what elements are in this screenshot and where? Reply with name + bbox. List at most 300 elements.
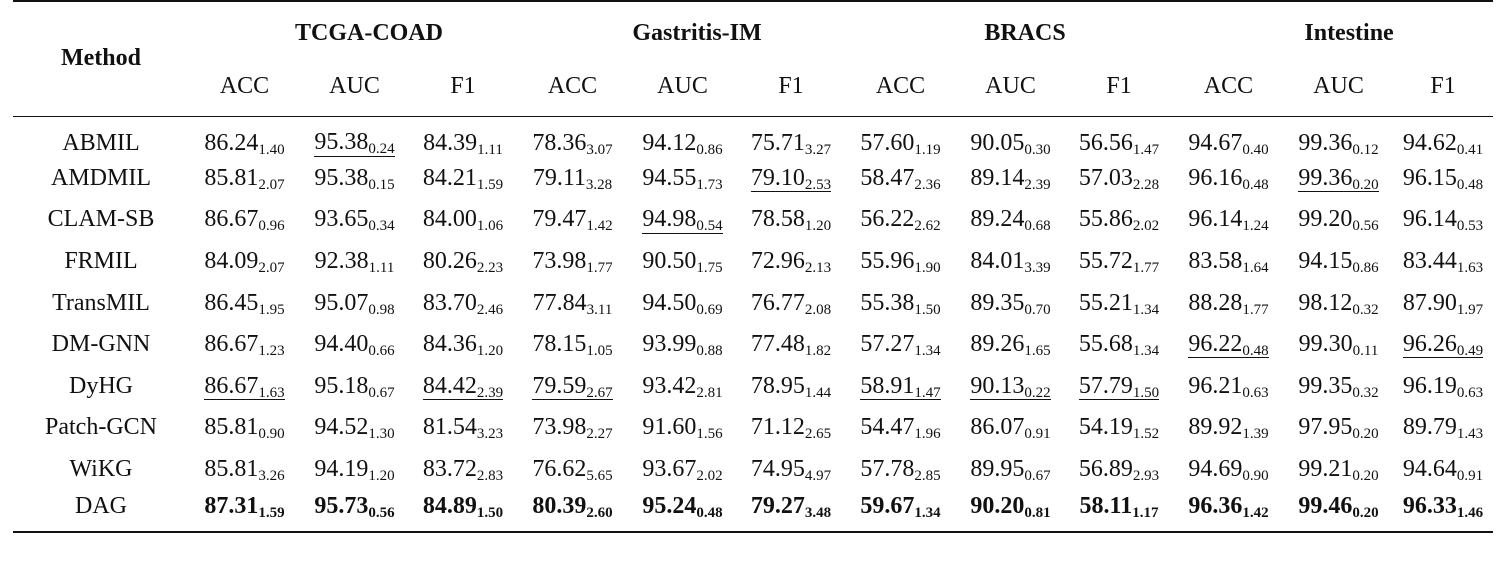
- table-row: [13, 158, 1493, 200]
- score-std: 1.05: [586, 343, 613, 360]
- score-mean: 99.35: [1298, 372, 1353, 399]
- score-mean: 83.72: [422, 456, 477, 483]
- score-std: 0.90: [258, 426, 285, 443]
- score-value: [314, 165, 394, 192]
- score-cell: [956, 199, 1065, 241]
- score-cell: [956, 449, 1065, 491]
- score-cell: [1284, 490, 1393, 532]
- score-cell: [1173, 449, 1284, 491]
- score-mean: 84.42: [422, 372, 477, 399]
- score-std: 0.32: [1352, 384, 1379, 401]
- score-cell: [409, 116, 517, 158]
- score-mean: 94.67: [1188, 129, 1243, 156]
- score-mean: 84.36: [422, 331, 477, 358]
- best-score: [532, 493, 612, 520]
- score-value: [314, 373, 394, 400]
- score-value: [314, 456, 394, 483]
- score-mean: 89.35: [970, 289, 1025, 316]
- score-std: 0.81: [1024, 505, 1051, 522]
- score-std: 0.69: [696, 301, 723, 318]
- score-cell: [1393, 366, 1493, 408]
- score-mean: 94.55: [642, 164, 697, 191]
- score-cell: [628, 490, 737, 532]
- score-mean: 96.14: [1188, 206, 1243, 233]
- score-value: [315, 248, 395, 275]
- score-cell: [1284, 449, 1393, 491]
- score-mean: 56.56: [1078, 129, 1133, 156]
- score-cell: [1284, 407, 1393, 449]
- score-std: 1.34: [914, 343, 941, 360]
- score-value: [1079, 248, 1159, 275]
- method-name: AMDMIL: [51, 164, 151, 191]
- score-cell: [1065, 449, 1173, 491]
- score-value: [860, 414, 940, 441]
- score-value: [204, 290, 284, 317]
- score-std: 2.39: [1024, 176, 1051, 193]
- score-std: 1.64: [1242, 260, 1269, 277]
- score-std: 0.24: [368, 141, 395, 158]
- score-mean: 94.15: [1298, 248, 1353, 275]
- method-name: FRMIL: [64, 248, 138, 275]
- score-mean: 79.59: [532, 372, 587, 399]
- score-cell: [956, 407, 1065, 449]
- score-mean: 55.72: [1078, 248, 1133, 275]
- score-std: 3.26: [258, 468, 285, 485]
- score-value: [423, 290, 503, 317]
- method-name: CLAM-SB: [47, 206, 155, 233]
- score-value: [204, 165, 284, 192]
- score-mean: 77.48: [750, 331, 805, 358]
- score-cell: [1284, 366, 1393, 408]
- score-value: [642, 130, 722, 157]
- score-std: 0.49: [1456, 343, 1484, 360]
- score-mean: 89.24: [970, 206, 1025, 233]
- score-mean: 55.68: [1078, 331, 1133, 358]
- score-std: 1.34: [1132, 301, 1160, 318]
- score-value: [751, 373, 831, 400]
- metric-header-acc: ACC: [547, 72, 598, 99]
- method-column-header: Method: [61, 45, 141, 72]
- score-cell: [300, 366, 409, 408]
- score-mean: 58.11: [1079, 493, 1133, 520]
- best-score: [314, 493, 394, 520]
- score-cell: [845, 199, 956, 241]
- table-row: [13, 366, 1493, 408]
- score-value: [204, 331, 284, 358]
- score-cell: [517, 490, 628, 532]
- score-value: [1403, 290, 1483, 317]
- score-std: 2.85: [914, 468, 941, 485]
- score-std: 0.54: [696, 218, 723, 235]
- score-value: [423, 130, 503, 157]
- score-mean: 75.71: [750, 129, 805, 156]
- score-value: [970, 130, 1050, 157]
- score-value: [970, 165, 1050, 192]
- score-value: [532, 414, 612, 441]
- score-std: 1.39: [1242, 426, 1269, 443]
- score-std: 0.98: [368, 301, 395, 318]
- score-cell: [845, 116, 956, 158]
- score-mean: 79.11: [532, 164, 586, 191]
- score-mean: 98.12: [1298, 289, 1353, 316]
- second-best-score: [1079, 374, 1159, 400]
- score-mean: 89.26: [970, 331, 1025, 358]
- table-row: [13, 324, 1493, 366]
- score-cell: [737, 199, 845, 241]
- score-mean: 99.20: [1298, 206, 1353, 233]
- score-mean: 79.47: [532, 206, 587, 233]
- score-mean: 84.21: [422, 164, 477, 191]
- score-cell: [1393, 407, 1493, 449]
- score-std: 0.15: [368, 176, 395, 193]
- score-value: [1298, 248, 1378, 275]
- score-cell: [737, 490, 845, 532]
- score-value: [1079, 165, 1159, 192]
- score-cell: [300, 324, 409, 366]
- score-cell: [1284, 282, 1393, 324]
- score-std: 1.20: [804, 218, 832, 235]
- table-body: [13, 116, 1493, 532]
- score-std: 1.77: [1132, 260, 1160, 277]
- score-mean: 94.52: [314, 414, 369, 441]
- score-std: 2.02: [1132, 218, 1160, 235]
- score-std: 2.36: [914, 176, 941, 193]
- score-std: 0.20: [1352, 505, 1379, 522]
- score-mean: 94.50: [642, 289, 697, 316]
- metric-header-f1: F1: [1430, 72, 1456, 99]
- score-std: 2.53: [804, 176, 832, 193]
- score-mean: 96.21: [1188, 372, 1243, 399]
- best-score: [204, 493, 284, 520]
- score-mean: 94.40: [314, 331, 369, 358]
- score-std: 2.67: [586, 384, 613, 401]
- score-cell: [1065, 158, 1173, 200]
- score-std: 1.56: [696, 426, 723, 443]
- score-mean: 95.38: [314, 129, 369, 156]
- score-cell: [189, 282, 300, 324]
- dataset-header-tcga-coad: TCGA-COAD: [295, 20, 443, 46]
- score-value: [860, 206, 940, 233]
- method-name: WiKG: [69, 456, 133, 483]
- score-std: 2.62: [914, 218, 941, 235]
- score-cell: [956, 366, 1065, 408]
- score-mean: 54.47: [860, 414, 915, 441]
- dataset-header-bracs: BRACS: [984, 20, 1066, 46]
- score-value: [1188, 248, 1268, 275]
- score-cell: [300, 449, 409, 491]
- second-best-score: [314, 130, 394, 156]
- score-std: 1.43: [1456, 426, 1484, 443]
- metric-header-acc: ACC: [219, 72, 270, 99]
- score-cell: [628, 324, 737, 366]
- score-cell: [1065, 366, 1173, 408]
- score-cell: [1173, 324, 1284, 366]
- score-cell: [1173, 158, 1284, 200]
- score-mean: 96.26: [1402, 331, 1457, 358]
- score-cell: [1393, 199, 1493, 241]
- metric-header-auc: AUC: [985, 72, 1036, 99]
- score-cell: [845, 282, 956, 324]
- score-cell: [1173, 241, 1284, 283]
- best-score: [1403, 493, 1483, 520]
- score-cell: [300, 490, 409, 532]
- score-value: [533, 165, 612, 192]
- score-mean: 99.36: [1298, 129, 1353, 156]
- second-best-score: [1403, 332, 1483, 358]
- score-cell: [956, 116, 1065, 158]
- score-mean: 74.95: [750, 456, 805, 483]
- score-std: 1.23: [258, 343, 285, 360]
- score-cell: [1393, 449, 1493, 491]
- metric-header-f1: F1: [778, 72, 804, 99]
- score-mean: 96.33: [1402, 493, 1457, 520]
- score-cell: [517, 282, 628, 324]
- score-cell: [409, 324, 517, 366]
- score-value: [314, 290, 394, 317]
- score-std: 2.08: [804, 301, 832, 318]
- score-std: 0.63: [1242, 384, 1269, 401]
- score-std: 0.20: [1352, 176, 1379, 193]
- score-std: 2.83: [476, 468, 504, 485]
- second-best-score: [642, 207, 722, 233]
- score-std: 2.13: [804, 260, 832, 277]
- score-std: 0.67: [368, 384, 395, 401]
- score-cell: [845, 490, 956, 532]
- score-std: 3.28: [585, 176, 613, 193]
- score-std: 1.59: [258, 505, 285, 522]
- score-mean: 55.21: [1078, 289, 1133, 316]
- score-cell: [1284, 324, 1393, 366]
- score-value: [1298, 290, 1378, 317]
- score-cell: [409, 199, 517, 241]
- score-std: 4.97: [804, 468, 832, 485]
- score-cell: [300, 116, 409, 158]
- score-std: 1.44: [804, 384, 832, 401]
- score-mean: 72.96: [750, 248, 805, 275]
- second-best-score: [970, 374, 1050, 400]
- score-mean: 95.24: [642, 493, 697, 520]
- score-mean: 58.47: [860, 164, 915, 191]
- score-mean: 96.19: [1402, 372, 1457, 399]
- score-cell: [1284, 241, 1393, 283]
- method-name: DM-GNN: [51, 331, 151, 358]
- score-cell: [1284, 199, 1393, 241]
- table-row: [13, 116, 1493, 158]
- score-std: 2.07: [258, 176, 285, 193]
- score-std: 1.97: [1456, 301, 1484, 318]
- score-cell: [737, 366, 845, 408]
- score-value: [642, 456, 722, 483]
- score-mean: 77.84: [532, 289, 587, 316]
- score-cell: [189, 116, 300, 158]
- score-cell: [845, 158, 956, 200]
- score-mean: 78.58: [750, 206, 805, 233]
- score-cell: [189, 324, 300, 366]
- score-mean: 95.73: [314, 493, 369, 520]
- score-cell: [1393, 324, 1493, 366]
- score-std: 0.48: [1456, 176, 1484, 193]
- score-std: 0.70: [1024, 301, 1051, 318]
- score-value: [970, 206, 1050, 233]
- score-value: [860, 130, 940, 157]
- score-value: [1188, 290, 1268, 317]
- score-mean: 92.38: [314, 248, 369, 275]
- score-value: [970, 290, 1050, 317]
- score-value: [970, 456, 1050, 483]
- score-value: [860, 248, 940, 275]
- score-cell: [737, 282, 845, 324]
- score-cell: [1065, 282, 1173, 324]
- score-std: 2.60: [586, 505, 613, 522]
- score-std: 1.42: [1242, 505, 1269, 522]
- score-cell: [189, 366, 300, 408]
- score-std: 2.02: [696, 468, 723, 485]
- score-value: [642, 248, 722, 275]
- metric-header-f1: F1: [450, 72, 476, 99]
- score-mean: 57.60: [860, 129, 915, 156]
- score-value: [1403, 206, 1483, 233]
- score-mean: 83.70: [422, 289, 477, 316]
- score-cell: [189, 490, 300, 532]
- score-value: [751, 331, 831, 358]
- score-std: 0.40: [1242, 141, 1269, 158]
- score-mean: 94.12: [642, 129, 697, 156]
- score-cell: [1393, 282, 1493, 324]
- score-mean: 94.64: [1402, 456, 1457, 483]
- score-value: [751, 290, 831, 317]
- score-std: 0.48: [696, 505, 723, 522]
- table-row: [13, 241, 1493, 283]
- score-std: 0.88: [696, 343, 723, 360]
- second-best-score: [204, 374, 284, 400]
- metric-header-auc: AUC: [657, 72, 708, 99]
- score-mean: 85.81: [204, 456, 259, 483]
- score-value: [314, 414, 394, 441]
- score-value: [1188, 373, 1268, 400]
- score-cell: [1065, 324, 1173, 366]
- score-value: [1079, 206, 1159, 233]
- score-mean: 86.67: [204, 331, 259, 358]
- score-cell: [845, 241, 956, 283]
- score-value: [642, 165, 722, 192]
- header-row-metrics: [13, 59, 1493, 116]
- score-std: 0.53: [1456, 218, 1484, 235]
- score-std: 2.93: [1132, 468, 1160, 485]
- score-mean: 56.22: [860, 206, 915, 233]
- score-value: [860, 331, 940, 358]
- score-std: 1.47: [914, 384, 941, 401]
- score-std: 1.20: [476, 343, 504, 360]
- second-best-score: [1188, 332, 1268, 358]
- score-mean: 88.28: [1188, 289, 1243, 316]
- method-name: ABMIL: [62, 129, 140, 156]
- score-mean: 79.27: [750, 493, 805, 520]
- score-value: [423, 414, 503, 441]
- score-cell: [1065, 199, 1173, 241]
- score-std: 3.48: [804, 505, 832, 522]
- score-value: [642, 414, 722, 441]
- score-mean: 96.15: [1402, 164, 1457, 191]
- score-std: 1.06: [476, 218, 504, 235]
- score-std: 1.65: [1024, 343, 1051, 360]
- score-cell: [628, 366, 737, 408]
- score-value: [532, 130, 612, 157]
- score-mean: 97.95: [1298, 414, 1353, 441]
- best-score: [1080, 493, 1159, 520]
- score-mean: 94.19: [314, 456, 369, 483]
- score-cell: [300, 282, 409, 324]
- score-cell: [628, 116, 737, 158]
- score-cell: [845, 449, 956, 491]
- score-mean: 59.67: [860, 493, 915, 520]
- header-row-datasets: [13, 1, 1493, 59]
- score-cell: [1173, 282, 1284, 324]
- score-std: 3.23: [476, 426, 504, 443]
- metric-header-auc: AUC: [1313, 72, 1364, 99]
- score-std: 1.75: [696, 260, 723, 277]
- score-value: [1403, 456, 1483, 483]
- score-cell: [300, 407, 409, 449]
- score-cell: [1173, 407, 1284, 449]
- score-std: 1.50: [914, 301, 941, 318]
- score-value: [532, 456, 612, 483]
- score-mean: 94.62: [1402, 129, 1457, 156]
- score-cell: [300, 158, 409, 200]
- score-cell: [517, 241, 628, 283]
- score-mean: 55.96: [860, 248, 915, 275]
- table-row: [13, 490, 1493, 532]
- score-mean: 57.79: [1078, 372, 1133, 399]
- score-cell: [1065, 407, 1173, 449]
- score-std: 0.56: [368, 505, 395, 522]
- score-mean: 90.13: [970, 372, 1025, 399]
- score-std: 1.34: [914, 505, 941, 522]
- score-cell: [1393, 490, 1493, 532]
- score-std: 1.73: [696, 176, 723, 193]
- best-score: [970, 493, 1050, 520]
- method-name: Patch-GCN: [45, 414, 157, 441]
- method-name: DyHG: [69, 372, 133, 399]
- metric-header-f1: F1: [1106, 72, 1132, 99]
- score-std: 2.28: [1132, 176, 1160, 193]
- score-value: [970, 248, 1050, 275]
- score-value: [860, 290, 940, 317]
- score-mean: 99.46: [1298, 493, 1353, 520]
- score-std: 5.65: [586, 468, 613, 485]
- score-cell: [517, 116, 628, 158]
- score-cell: [1065, 490, 1173, 532]
- score-cell: [409, 241, 517, 283]
- score-cell: [628, 449, 737, 491]
- score-std: 0.34: [368, 218, 395, 235]
- score-std: 1.17: [1132, 505, 1159, 522]
- score-cell: [517, 158, 628, 200]
- score-std: 0.48: [1242, 343, 1269, 360]
- score-value: [1079, 331, 1159, 358]
- score-mean: 79.10: [750, 164, 805, 191]
- score-mean: 71.12: [750, 414, 805, 441]
- score-std: 0.12: [1352, 141, 1379, 158]
- score-std: 1.20: [368, 468, 395, 485]
- score-mean: 83.44: [1402, 248, 1457, 275]
- score-std: 0.30: [1024, 141, 1051, 158]
- score-cell: [628, 407, 737, 449]
- score-cell: [189, 241, 300, 283]
- score-value: [314, 331, 394, 358]
- score-cell: [1284, 116, 1393, 158]
- score-cell: [737, 241, 845, 283]
- score-mean: 96.16: [1188, 164, 1243, 191]
